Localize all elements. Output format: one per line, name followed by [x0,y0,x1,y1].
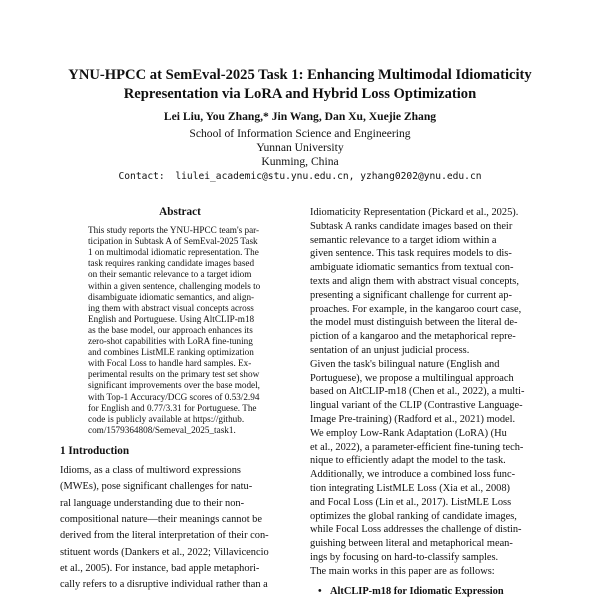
right-column-line: semantic relevance to a target idiom within a [310,234,497,246]
right-column-line: The main works in this paper are as follows: [310,565,495,577]
right-column-line: given sentence. This task requires models to dis- [310,248,512,260]
abstract-line: with Focal Loss to handle hard samples. Ex- [88,358,252,369]
right-column-line: Given the task's bilingual nature (English and [310,358,500,370]
contribution-bullet [318,586,504,597]
title-line-1: YNU-HPCC at SemEval-2025 Task 1: Enhancing Multimodal Idiomaticity [68,67,532,83]
abstract-line: significant improvements over the base model, [88,380,260,391]
right-column-line: Additionally, we introduce a combined loss func- [310,469,516,481]
contact-emails: liulei_academic@stu.ynu.edu.cn, yzhang0202@ynu.edu.cn [175,171,482,182]
bullet-text: AltCLIP-m18 for Idiomatic Expression [330,586,504,597]
right-column-line: sentation of an unjust judicial process. [310,345,470,356]
abstract-line: and combines ListMLE ranking optimization [88,347,254,358]
introduction-line: compositional nature—their meanings cannot be [60,513,262,525]
introduction-line: derived from the literal interpretation of their con- [60,530,269,542]
right-column-line: Image Pre-training) (Radford et al., 2021) model. [310,414,516,425]
right-column-line: presenting a significant challenge for current ap- [310,289,512,301]
right-column-line: Idiomaticity Representation (Pickard et al., 2025). [310,207,519,218]
right-column-line: based on AltCLIP-m18 (Chen et al., 2022), a multi- [310,386,525,398]
affiliation-city: Kunming, China [261,155,339,168]
abstract-line: as the base model, our approach enhances its [88,324,253,335]
right-column-line: proaches. For example, in the kangaroo court case, [310,303,522,315]
right-column-line: Subtask A ranks candidate images based on their [310,220,513,232]
introduction-line: stituent words (Dankers et al., 2022; Villavicencio [60,546,269,558]
abstract-line: perimental results on the primary test set show [88,369,260,380]
right-column-line: optimizes the global ranking of candidate images, [310,510,517,522]
right-column-line: et al., 2022), a parameter-efficient fine-tuning tech- [310,441,524,453]
abstract-line: task requires ranking candidate images based [88,258,255,269]
right-column-line: ambiguate idiomatic semantics from textual con- [310,262,514,274]
abstract-line: within a given sentence, challenging models to [88,280,261,291]
abstract-line: on their semantic relevance to a target idiom [88,269,252,280]
right-column-line: tion integrating ListMLE Loss (Xia et al., 2008) [310,483,510,494]
author-list: Lei Liu, You Zhang,* Jin Wang, Dan Xu, Xuejie Zhang [163,110,437,123]
abstract-line: code is publicly available at https://github. [88,413,245,424]
contact-line [40,170,560,184]
title-line-2: Representation via LoRA and Hybrid Loss Optimization [123,86,477,102]
affiliation-school: School of Information Science and Engineering [189,127,411,140]
right-column-line: the model must distinguish between the literal de- [310,317,518,329]
introduction-line: cally refers to a disruptive individual rather than a [60,579,268,591]
right-column-line: texts and align them with abstract visual concepts, [310,276,519,287]
introduction-line: (MWEs), pose significant challenges for natu- [60,481,253,493]
paper-title [40,66,560,104]
abstract-line: ticipation in Subtask A of SemEval-2025 Task [88,236,258,247]
abstract-line: with Top-1 Accuracy/DCG scores of 0.53/2.94 [88,391,260,402]
right-column-line: piction of a kangaroo and the metaphorical repre- [310,331,516,343]
abstract-line: zero-shot capabilities with LoRA fine-tuning [88,336,253,346]
right-column-line: and Focal Loss (Lin et al., 2017). ListMLE Loss [310,496,512,508]
contact-label: Contact: [118,171,165,182]
affiliation-university: Yunnan University [256,141,344,154]
right-column-line: while Focal Loss addresses the challenge of distin- [310,524,522,536]
bullet-mark: • [318,586,322,597]
section-heading-introduction: 1 Introduction [60,445,130,457]
right-column-line: ings by focusing on hard-to-classify samples. [310,552,499,563]
right-column-line: lingual variant of the CLIP (Contrastive Language- [310,400,523,412]
abstract-line: ing them with abstract visual concepts across [88,302,254,313]
right-column-line: nique to efficiently adapt the model to the task. [310,455,506,467]
right-column-line: Portuguese), we propose a multilingual approach [310,372,514,384]
abstract-line: for English and 0.77/3.31 for Portuguese. The [88,402,257,413]
introduction-line: et al., 2005). For instance, bad apple metaphori- [60,562,260,574]
right-column-line: We employ Low-Rank Adaptation (LoRA) (Hu [310,427,507,439]
abstract-line: disambiguate idiomatic semantics, and align- [88,291,255,302]
abstract-line: This study reports the YNU-HPCC team's par- [88,225,260,235]
abstract-line: English and Portuguese. Using AltCLIP-m18 [88,313,255,324]
introduction-line: Idioms, as a class of multiword expressions [60,465,241,476]
abstract-line: com/1579364808/Semeval_2025_task1. [88,424,236,435]
abstract-line: 1 on multimodal idiomatic representation. The [88,247,259,258]
abstract-heading: Abstract [159,206,201,218]
right-column-line: guishing between literal and metaphorical mean- [310,538,513,550]
introduction-line: ral language understanding due to their non- [60,497,245,509]
